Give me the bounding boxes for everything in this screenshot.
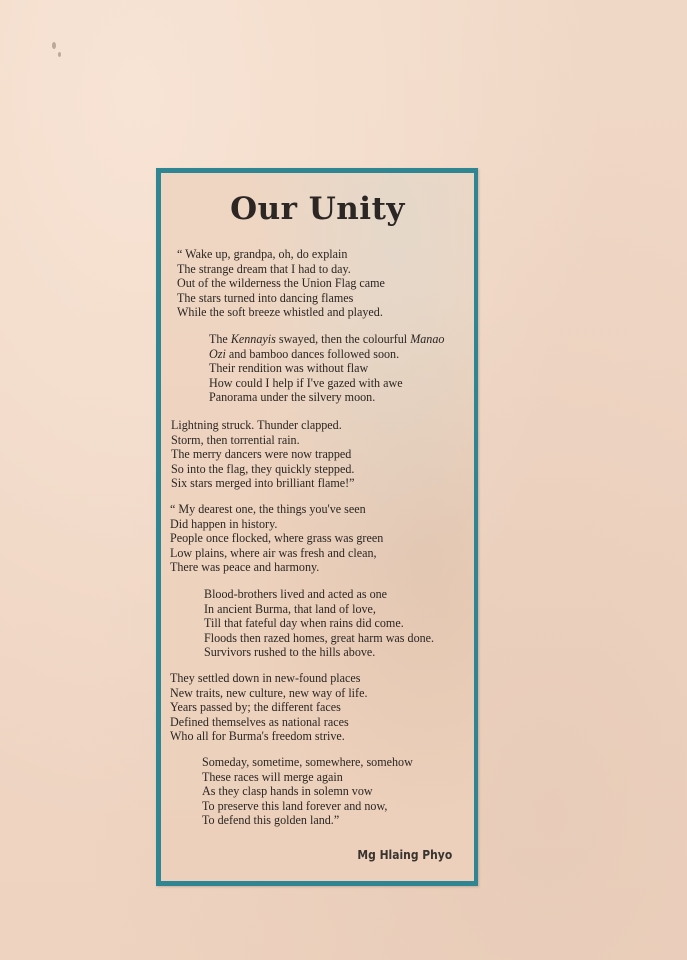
- poem-line: The strange dream that I had to day.: [177, 261, 351, 276]
- poem-line: Low plains, where air was fresh and clean,: [170, 545, 377, 560]
- poem-line: Ozi and bamboo dances followed soon.: [209, 346, 400, 361]
- poem-line: The stars turned into dancing flames: [177, 290, 354, 305]
- poem-line: Who all for Burma's freedom strive.: [170, 729, 345, 744]
- italic-word: Manao: [410, 332, 445, 346]
- stanza-5: [204, 587, 434, 660]
- poem-line: “ Wake up, grandpa, oh, do explain: [177, 247, 348, 261]
- poem-line: How could I help if I've gazed with awe: [209, 375, 403, 390]
- poem-line: Blood-brothers lived and acted as one: [204, 587, 388, 601]
- poem-line: Lightning struck. Thunder clapped.: [171, 418, 342, 432]
- poem-line: Panorama under the silvery moon.: [209, 390, 376, 405]
- poem-line: They settled down in new-found places: [170, 671, 361, 685]
- stanza-1: [177, 247, 385, 320]
- poem-line: New traits, new culture, new way of life.: [170, 685, 368, 700]
- poem-line: Survivors rushed to the hills above.: [204, 645, 376, 660]
- italic-word: Ozi: [209, 346, 226, 361]
- poem-line: To preserve this land forever and now,: [202, 798, 388, 813]
- poem-line: “ My dearest one, the things you've seen: [170, 502, 366, 516]
- poem-line: The Kennayis swayed, then the colourful Manao: [209, 332, 445, 346]
- poem-line: People once flocked, where grass was green: [170, 531, 384, 546]
- poem-line: The merry dancers were now trapped: [171, 447, 352, 462]
- poem-line: Storm, then torrential rain.: [171, 432, 300, 447]
- stanza-4: [170, 502, 383, 575]
- paper-speck: [52, 42, 56, 49]
- poem-line: In ancient Burma, that land of love,: [204, 601, 376, 616]
- poem-line: Did happen in history.: [170, 516, 278, 531]
- poem-line: These races will merge again: [202, 769, 343, 784]
- stanza-3: [171, 418, 355, 491]
- poem-line: Floods then razed homes, great harm was done.: [204, 630, 435, 645]
- poem-line: Years passed by; the different faces: [170, 700, 341, 715]
- poem-line: Out of the wilderness the Union Flag came: [177, 276, 385, 291]
- newspaper-clipping: [156, 168, 478, 886]
- author-byline: Mg Hlaing Phyo: [357, 847, 452, 862]
- poem-line: Their rendition was without flaw: [209, 361, 369, 376]
- stanza-6: [170, 671, 367, 744]
- poem-line: While the soft breeze whistled and played.: [177, 305, 383, 320]
- italic-word: Kennayis: [230, 332, 276, 346]
- poem-line: Till that fateful day when rains did come.: [204, 616, 404, 631]
- poem-line: Defined themselves as national races: [170, 714, 349, 729]
- stanza-7: [202, 755, 413, 828]
- poem-line: Someday, sometime, somewhere, somehow: [202, 755, 413, 769]
- poem-title: Our Unity: [230, 191, 405, 227]
- poem-line: There was peace and harmony.: [170, 560, 320, 575]
- poem-line: Six stars merged into brilliant flame!”: [171, 476, 355, 491]
- poem-line: As they clasp hands in solemn vow: [202, 784, 373, 799]
- paper-speck: [58, 52, 61, 57]
- stanza-2: [209, 332, 444, 405]
- poem-line: To defend this golden land.”: [202, 813, 340, 828]
- poem-line: So into the flag, they quickly stepped.: [171, 461, 355, 476]
